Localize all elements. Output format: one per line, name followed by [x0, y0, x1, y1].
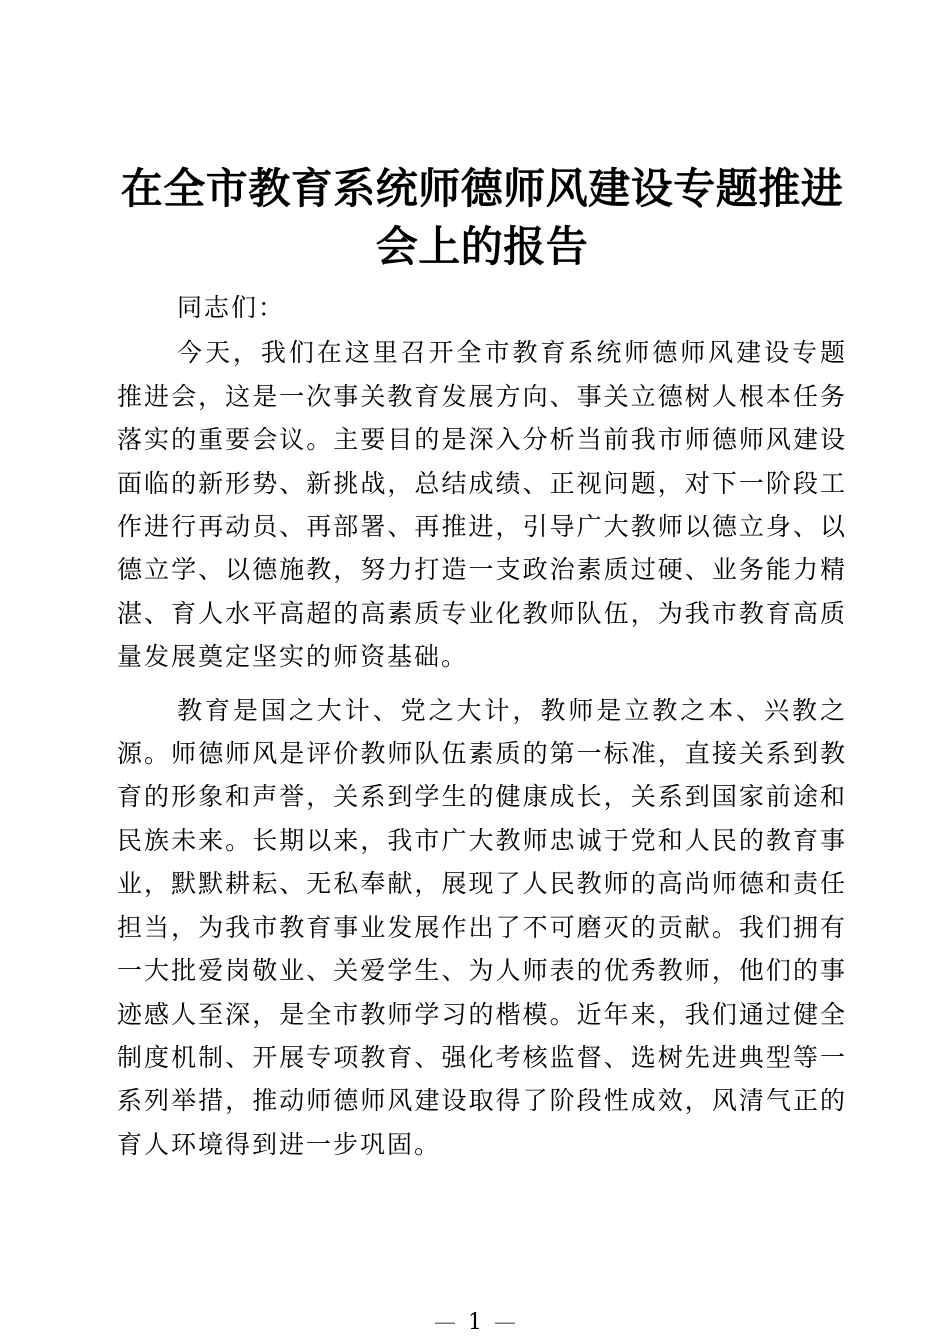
footer-dash-right: — — [494, 1310, 516, 1335]
paragraph-2: 教育是国之大计、党之大计，教师是立教之本、兴教之源。师德师风是评价教师队伍素质的第一标准，直接关系到教育的形象和声誉，关系到学生的健康成长，关系到国家前途和民族未来。长期以来，我市广大教师忠诚于党和人民的教育事业，默默耕耘、无私奉献，展现了人民教师的高尚师德和责任担当，为我市教育事业发展作出了不可磨灭的贡献。我们拥有一大批爱岗敬业、关爱学生、为人师表的优秀教师，他们的事迹感人至深，是全市教师学习的楷模。近年来，我们通过健全制度机制、开展专项教育、强化考核监督、选树先进典型等一系列举措，推动师德师风建设取得了阶段性成效，风清气正的育人环境得到进一步巩固。 — [117, 695, 847, 1159]
document-title: 在全市教育系统师德师风建设专题推进会上的报告 — [120, 164, 844, 271]
page-number: 1 — [468, 1310, 482, 1335]
page-footer — [0, 1310, 950, 1336]
paragraph-1: 今天，我们在这里召开全市教育系统师德师风建设专题推进会，这是一次事关教育发展方向、事关立德树人根本任务落实的重要会议。主要目的是深入分析当前我市师德师风建设面临的新形势、新挑战，总结成绩、正视问题，对下一阶段工作进行再动员、再部署、再推进，引导广大教师以德立身、以德立学、以德施教，努力打造一支政治素质过硬、业务能力精湛、育人水平高超的高素质专业化教师队伍，为我市教育高质量发展奠定坚实的师资基础。 — [117, 338, 847, 672]
footer-dash-left: — — [434, 1310, 456, 1335]
salutation-line: 同志们： — [177, 293, 286, 322]
document-content — [117, 160, 847, 1166]
